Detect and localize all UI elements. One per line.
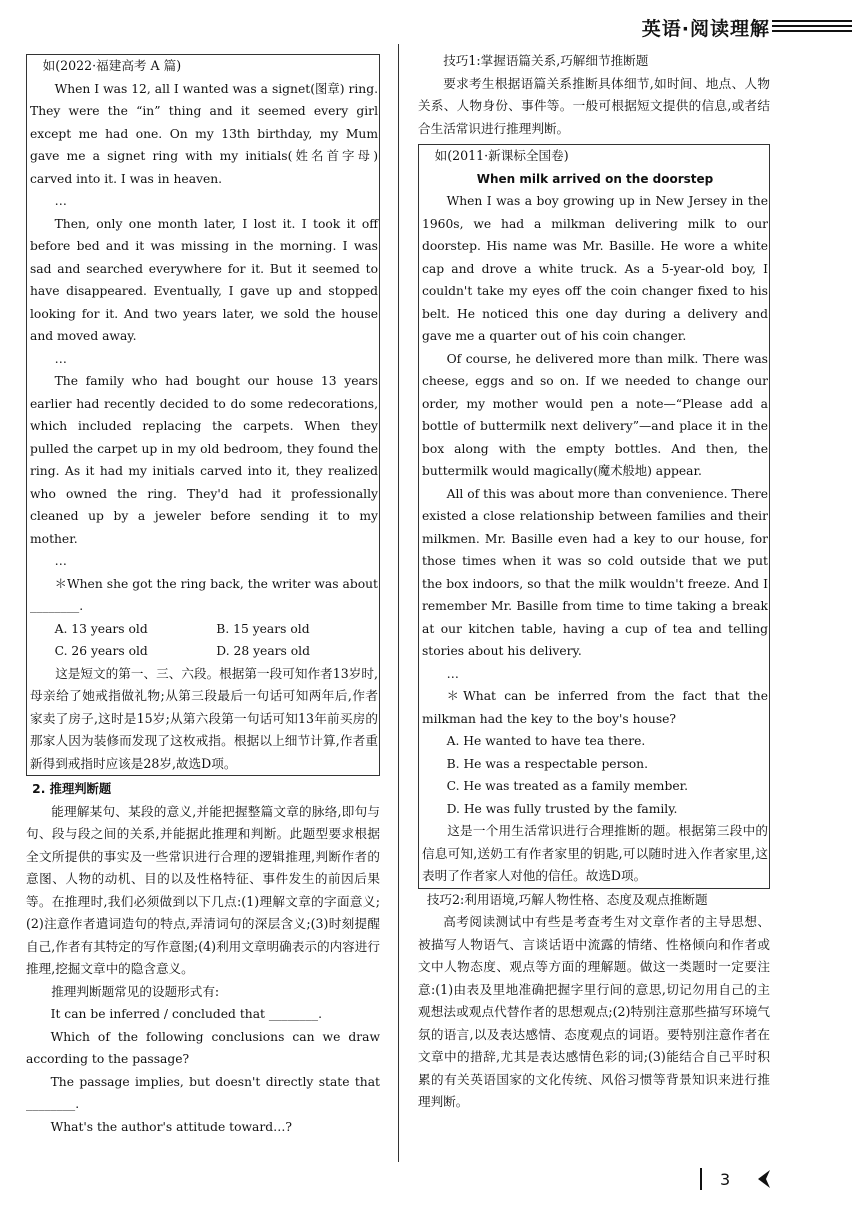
tip1-body: 要求考生根据语篇关系推断具体细节,如时间、地点、人物关系、人物身份、事件等。一般可根据短文提供的信息,或者结合生活常识进行推理判断。 — [418, 75, 770, 136]
example-box-2022 — [26, 54, 380, 776]
page-header-title: 英语·阅读理解 — [641, 18, 770, 40]
footer-divider — [700, 1168, 702, 1190]
section-title: 2. 推理判断题 — [32, 782, 112, 796]
options-row — [30, 640, 378, 663]
option-b: B. 15 years old — [216, 621, 310, 636]
example-box-2011 — [418, 144, 770, 889]
passage-paragraph: All of this was about more than convenience. There existed a close relationship between families and their milkmen. Mr. Basille even had a key to our house, for those times when it was so cold outside that we put the box indoors, so that the milk wouldn't freeze. And I remember Mr. Basille from time to time taking a break at our kitchen table, having a cup of tea and telling stories about his delivery. — [422, 486, 768, 658]
example-label: 如(2011·新课标全国卷) — [434, 148, 569, 163]
question-text: ＊What can be inferred from the fact that the milkman had the key to the boy's house? — [422, 689, 768, 726]
option-a: A. 13 years old — [54, 621, 148, 636]
form-item: What's the author's attitude toward…? — [50, 1119, 292, 1134]
passage-ellipsis: … — [54, 194, 67, 208]
explanation-text: 这是短文的第一、三、六段。根据第一段可知作者13岁时,母亲给了她戒指做礼物;从第三段最后一句话可知两年后,作者家卖了房子,这时是15岁;从第六段第一句话可知13年前买房的那家人因为装修而发现了这枚戒指。根据以上细节计算,作者重新得到戒指时应该是28岁,故选D项。 — [30, 665, 378, 771]
passage-title: When milk arrived on the doorstep — [476, 171, 714, 186]
header-decoration-lines — [772, 20, 852, 35]
passage-paragraph: Of course, he delivered more than milk. There was cheese, eggs and so on. If we needed to change our order, my mother would pen a note—“Please add a bottle of buttermilk next delivery”—and place it in the box along with the empty bottles. And then, the buttermilk would magically(魔术般地) appear. — [422, 351, 768, 478]
passage-paragraph: Then, only one month later, I lost it. I took it off before bed and it was missing in the morning. I was sad and searched everywhere for it. But it seemed to have disappeared. Eventually, I gave up and stopped looking for it. And two years later, we sold the house and moved away. — [30, 216, 378, 343]
option-c: C. 26 years old — [54, 644, 148, 658]
tip1-title: 技巧1:掌握语篇关系,巧解细节推断题 — [443, 53, 649, 68]
option-d: D. 28 years old — [216, 644, 310, 658]
passage-paragraph: The family who had bought our house 13 years earlier had recently decided to do some redecorations, which included replacing the carpets. When they pulled the carpet up in my old bedroom, they found the ring. As it had my initials carved into it, they realized who owned the ring. They'd had it professionally cleaned up by a jeweler before sending it to my mother. — [30, 374, 378, 546]
passage-paragraph: When I was 12, all I wanted was a signet(图章) ring. They were the “in” thing and it seemed every girl except me had one. On my 13th birthday, my Mum gave me a signet ring with my initials(姓名首字母) carved into it. I was in heaven. — [30, 81, 378, 186]
form-item: Which of the following conclusions can we draw according to the passage? — [26, 1029, 380, 1066]
tip2-body: 高考阅读测试中有些是考查考生对文章作者的主导思想、被描写人物语气、言谈话语中流露的情绪、性格倾向和作者或文中人物态度、观点等方面的理解题。做这一类题时一定要注意:(1)由表及里地准确把握字里行间的意思,切记勿用自己的主观想法或观点代替作者的思想观点;(2)特别注意那些描写环境气氛的语言,以及表达感情、态度观点的词语。要特别注意作者在文章中的措辞,尤其是表达感情色彩的词;(3)能结合自己平时积累的有关英语国家的文化传统、风俗习惯等背景知识来进行推理判断。 — [418, 914, 770, 1109]
forms-intro: 推理判断题常见的设题形式有: — [51, 983, 220, 999]
section-body: 能理解某句、某段的意义,并能把握整篇文章的脉络,即句与句、段与段之间的关系,并能据此推理和判断。此题型要求根据全文所提供的事实及一些常识进行合理的逻辑推理,判断作者的意图、人物的动机、目的以及性格特征、事件发生的前因后果等。在推理时,我们必须做到以下几点:(1)理解文章的字面意义;(2)注意作者遣词造句的特点,弄清词句的深层含义;(3)时刻提醒自己,作者有其特定的写作意图;(4)利用文章明确表示的内容进行推理,挖掘文章中的隐含意义。 — [26, 803, 380, 976]
options-row — [30, 618, 378, 641]
question-text: ＊When she got the ring back, the writer was about ________. — [30, 576, 378, 613]
option-a: A. He wanted to have tea there. — [446, 734, 646, 748]
right-column — [418, 50, 770, 1114]
chevron-left-icon — [752, 1168, 774, 1190]
passage-ellipsis: … — [446, 666, 459, 681]
option-b: B. He was a respectable person. — [446, 756, 649, 771]
tip2-title: 技巧2:利用语境,巧解人物性格、态度及观点推断题 — [426, 891, 708, 907]
option-d: D. He was fully trusted by the family. — [446, 801, 678, 816]
passage-ellipsis: … — [54, 351, 67, 366]
form-item: It can be inferred / concluded that ________. — [50, 1007, 322, 1021]
passage-paragraph: When I was a boy growing up in New Jersey in the 1960s, we had a milkman delivering milk to our doorstep. His name was Mr. Basille. He wore a white cap and drove a white truck. As a 5-year-old boy, I couldn't take my eyes off the coin changer fixed to his belt. He noticed this one day during a delivery and gave me a quarter out of his coin changer. — [422, 194, 768, 343]
example-label: 如(2022·福建高考 A 篇) — [42, 58, 182, 73]
explanation-text: 这是一个用生活常识进行合理推断的题。根据第三段中的信息可知,送奶工有作者家里的钥匙,可以随时进入作者家里,这表明了作者家人对他的信任。故选D项。 — [422, 823, 768, 883]
option-c: C. He was treated as a family member. — [446, 779, 689, 793]
form-item: The passage implies, but doesn't directly state that ________. — [26, 1074, 380, 1111]
column-divider — [398, 44, 399, 1162]
passage-ellipsis: … — [54, 554, 67, 568]
left-column — [26, 54, 380, 1138]
page-number: 3 — [720, 1170, 731, 1189]
